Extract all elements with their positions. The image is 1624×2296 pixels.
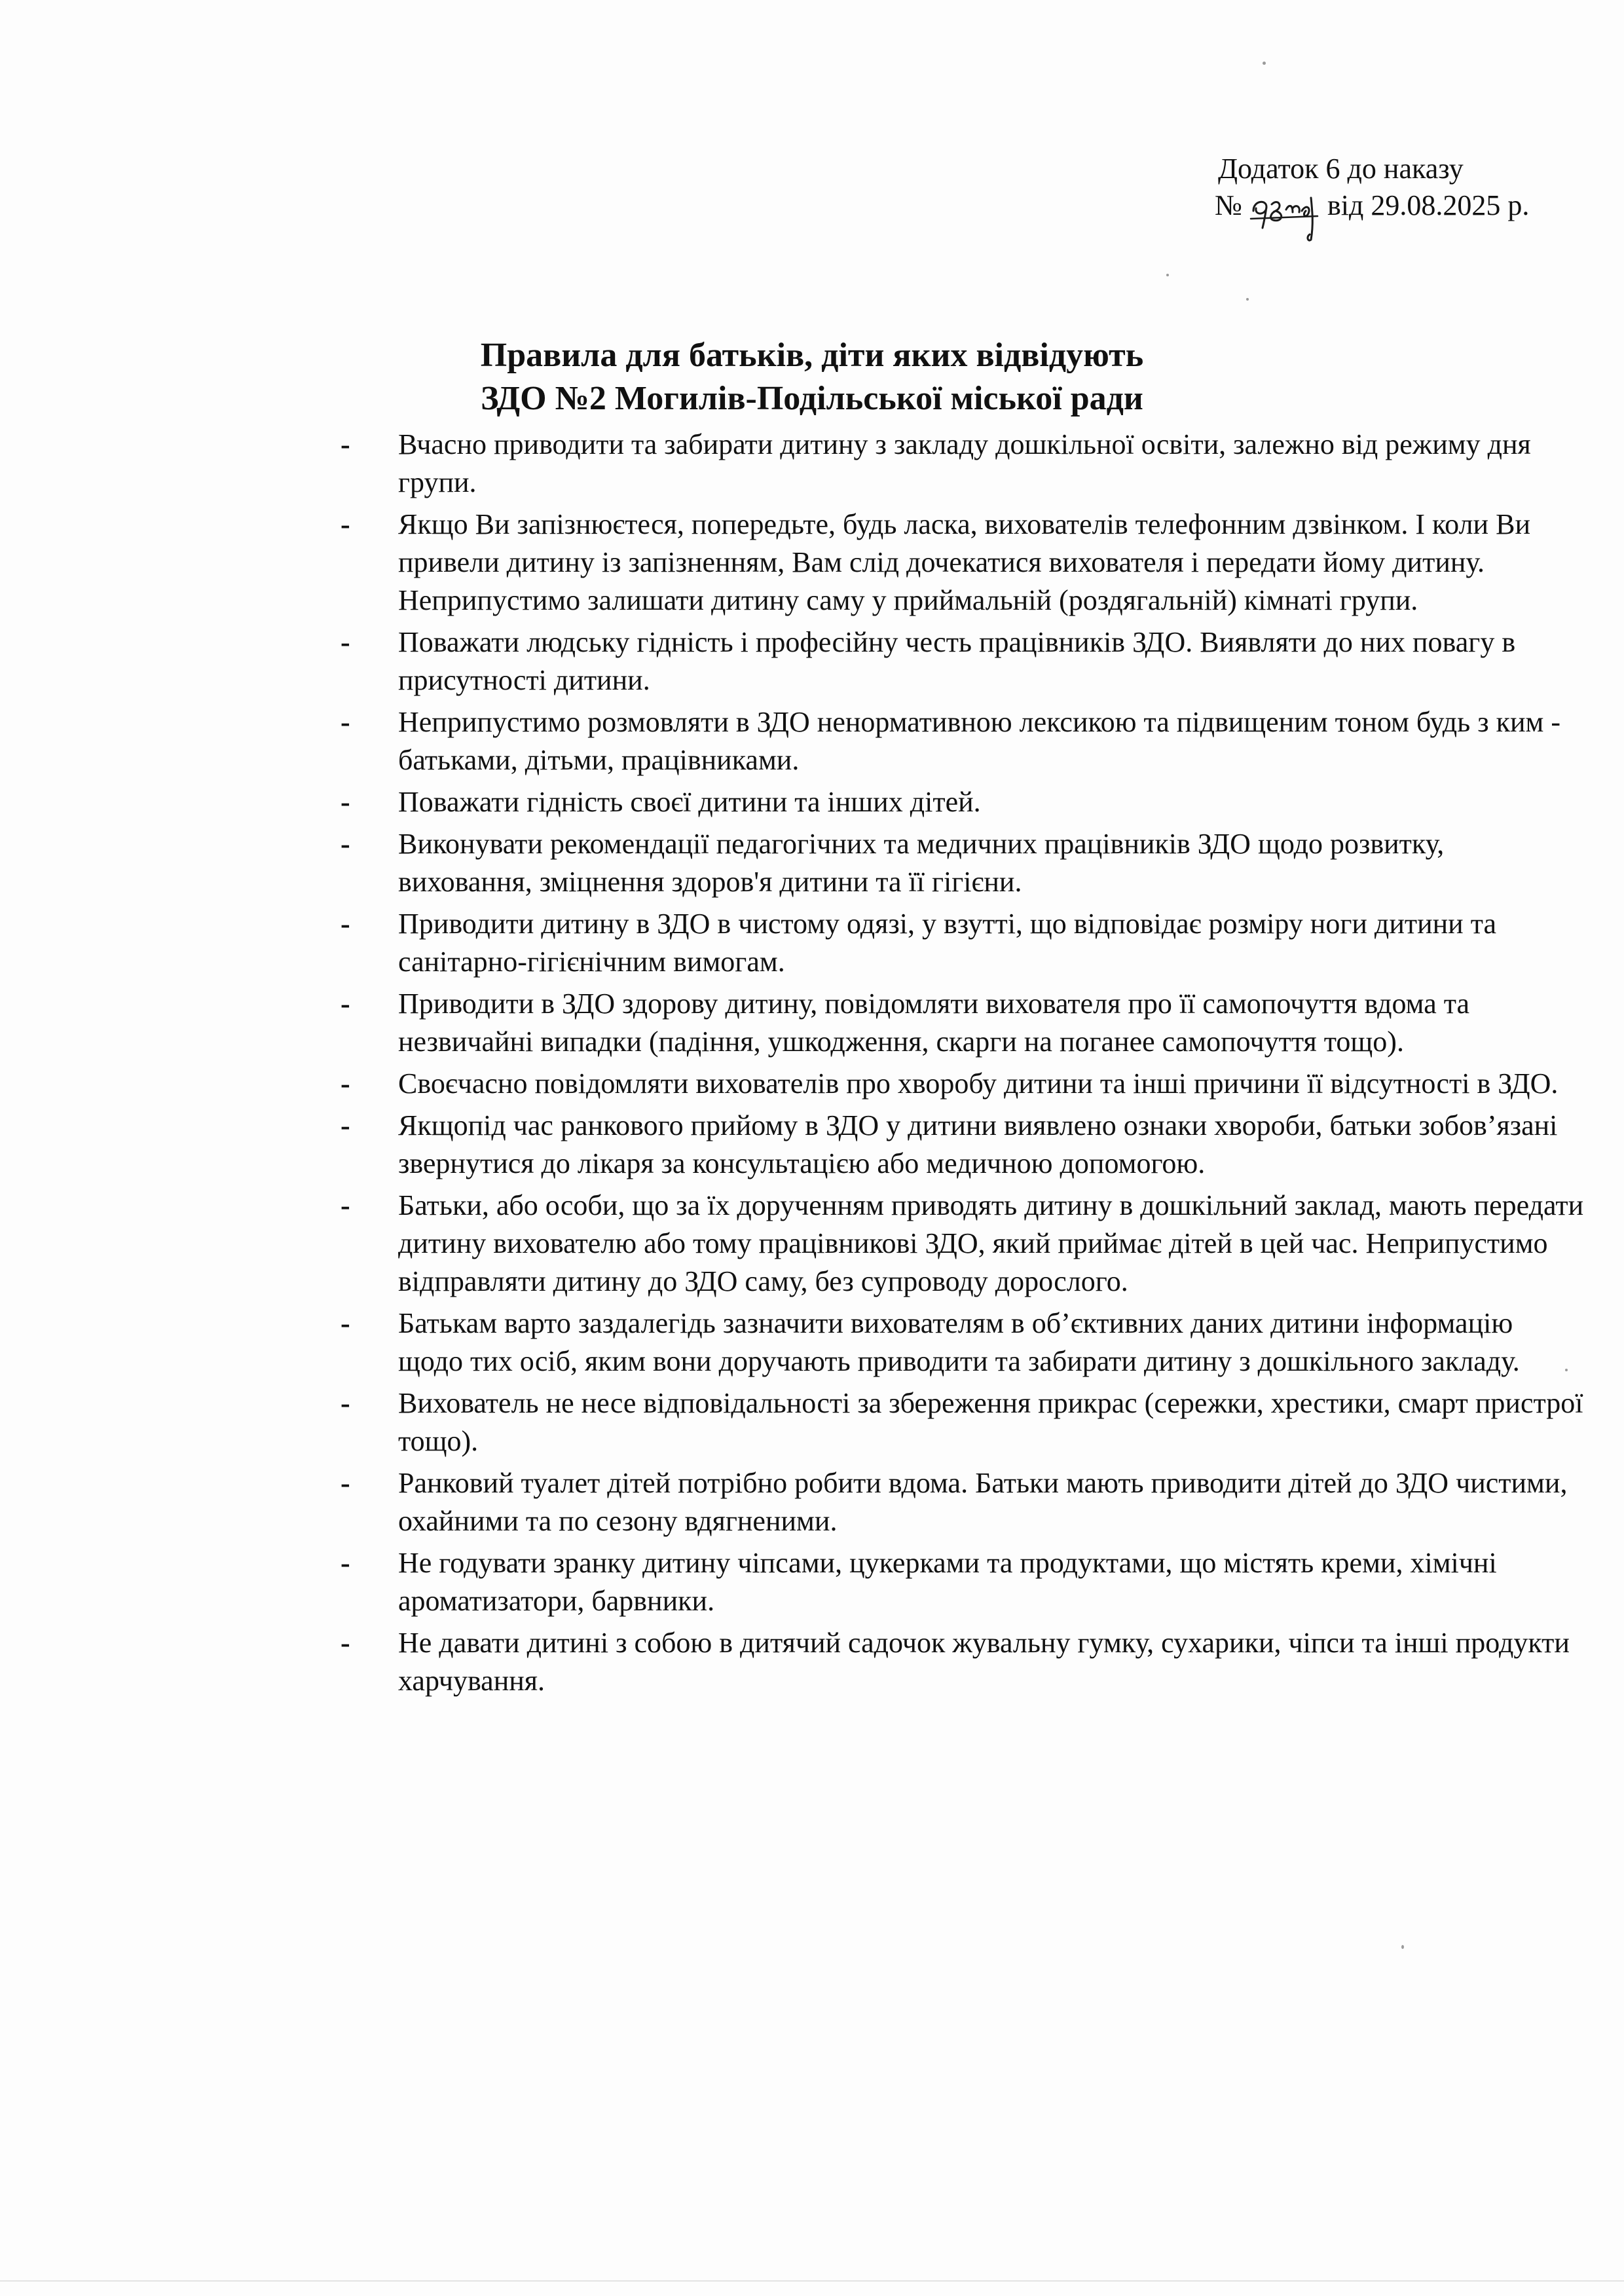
- scan-bottom-edge: [0, 2280, 1624, 2282]
- rule-text: Вихователь не несе відповідальності за збереження прикрас (сережки, хрестики, смарт пристрої тощо).: [398, 1387, 1583, 1457]
- order-date: від 29.08.2025 р.: [1327, 189, 1530, 221]
- bullet-dash: -: [341, 828, 350, 860]
- bullet-dash: -: [341, 428, 350, 460]
- handwritten-order-number: [1249, 187, 1320, 224]
- rule-text: Якщо Ви запізнюєтеся, попередьте, будь ласка, вихователів телефонним дзвінком. І коли Ви привели дитину із запізненням, Вам слід дочекатися вихователя і передати йому дитину. Неприпустимо залишати дитину саму у приймальній (роздягальній) кімнаті групи.: [398, 508, 1530, 616]
- rule-text: Неприпустимо розмовляти в ЗДО ненормативною лексикою та підвищеним тоном будь з ким - батьками, дітьми, працівниками.: [398, 706, 1561, 776]
- rule-text: Не годувати зранку дитину чіпсами, цукерками та продуктами, що містять креми, хімічні ароматизатори, барвники.: [398, 1547, 1497, 1617]
- bullet-dash: -: [341, 1467, 350, 1499]
- list-item: [341, 985, 1585, 1061]
- bullet-dash: -: [341, 908, 350, 940]
- rule-text: Приводити дитину в ЗДО в чистому одязі, у взутті, що відповідає розміру ноги дитини та санітарно-гігієнічним вимогам.: [398, 908, 1497, 978]
- rule-text: Ранковий туалет дітей потрібно робити вдома. Батьки мають приводити дітей до ЗДО чистими, охайними та по сезону вдягненими.: [398, 1467, 1568, 1537]
- title-line1: Правила для батьків, діти яких відвідують: [480, 337, 1144, 374]
- rule-text: Поважати людську гідність і професійну честь працівників ЗДО. Виявляти до них повагу в присутності дитини.: [398, 626, 1516, 696]
- title-line2: ЗДО №2 Могилів-Подільської міської ради: [481, 380, 1143, 417]
- rule-text: Своєчасно повідомляти вихователів про хворобу дитини та інші причини її відсутності в ЗДО.: [398, 1067, 1559, 1100]
- rule-text: Якщопід час ранкового прийому в ЗДО у дитини виявлено ознаки хвороби, батьки зобов’язані звернутися до лікаря за консультацією або медичною допомогою.: [398, 1109, 1558, 1179]
- list-item: [341, 1384, 1585, 1460]
- list-item: [341, 1305, 1585, 1380]
- document-title: [0, 334, 1624, 420]
- list-item: [341, 1107, 1585, 1183]
- bullet-dash: -: [341, 508, 350, 540]
- rule-text: Не давати дитині з собою в дитячий садочок жувальну гумку, сухарики, чіпси та інші продукти харчування.: [398, 1627, 1570, 1697]
- bullet-dash: -: [341, 1547, 350, 1579]
- list-item: [341, 1624, 1585, 1700]
- rule-text: Поважати гідність своєї дитини та інших дітей.: [398, 786, 981, 818]
- handwritten-number-signature: [1249, 185, 1320, 244]
- list-item: [341, 623, 1585, 699]
- annex-reference: [1218, 151, 1559, 187]
- list-item: [341, 703, 1585, 779]
- scan-speck: [1166, 274, 1169, 276]
- order-number-line: [1215, 187, 1581, 224]
- rule-text: Батькам варто заздалегідь зазначити вихователям в об’єктивних даних дитини інформацію щодо тих осіб, яким вони доручають приводити та забирати дитину з дошкільного закладу.: [398, 1307, 1520, 1377]
- bullet-dash: -: [341, 988, 350, 1020]
- list-item: [341, 1065, 1585, 1103]
- bullet-dash: -: [341, 1307, 350, 1339]
- list-item: [341, 783, 1585, 821]
- scan-speck: [1401, 1945, 1404, 1949]
- list-item: [341, 1464, 1585, 1540]
- bullet-dash: -: [341, 1387, 350, 1419]
- list-item: [341, 825, 1585, 901]
- list-item: [341, 905, 1585, 981]
- list-item: [341, 506, 1585, 620]
- list-item: [341, 1544, 1585, 1620]
- rule-text: Виконувати рекомендації педагогічних та медичних працівників ЗДО щодо розвитку, виховання, зміцнення здоров'я дитини та її гігієни.: [398, 828, 1445, 898]
- number-sign: №: [1215, 189, 1242, 221]
- scan-speck: [1246, 298, 1249, 301]
- bullet-dash: -: [341, 1067, 350, 1100]
- bullet-dash: -: [341, 786, 350, 818]
- bullet-dash: -: [341, 1109, 350, 1141]
- rules-list: [341, 426, 1585, 1704]
- bullet-dash: -: [341, 626, 350, 658]
- rule-text: Вчасно приводити та забирати дитину з закладу дошкільної освіти, залежно від режиму дня групи.: [398, 428, 1531, 498]
- bullet-dash: -: [341, 706, 350, 738]
- annex-line1: Додаток 6 до наказу: [1218, 153, 1464, 185]
- scan-speck: [1263, 62, 1266, 65]
- list-item: [341, 426, 1585, 502]
- rule-text: Приводити в ЗДО здорову дитину, повідомляти вихователя про її самопочуття вдома та незвичайні випадки (падіння, ушкодження, скарги на поганее самопочуття тощо).: [398, 988, 1470, 1058]
- bullet-dash: -: [341, 1627, 350, 1659]
- bullet-dash: -: [341, 1189, 350, 1221]
- list-item: [341, 1187, 1585, 1301]
- rule-text: Батьки, або особи, що за їх дорученням приводять дитину в дошкільний заклад, мають передати дитину вихователю або тому працівникові ЗДО, який приймає дітей в цей час. Неприпустимо відправляти дитину до ЗДО саму, без супроводу дорослого.: [398, 1189, 1584, 1297]
